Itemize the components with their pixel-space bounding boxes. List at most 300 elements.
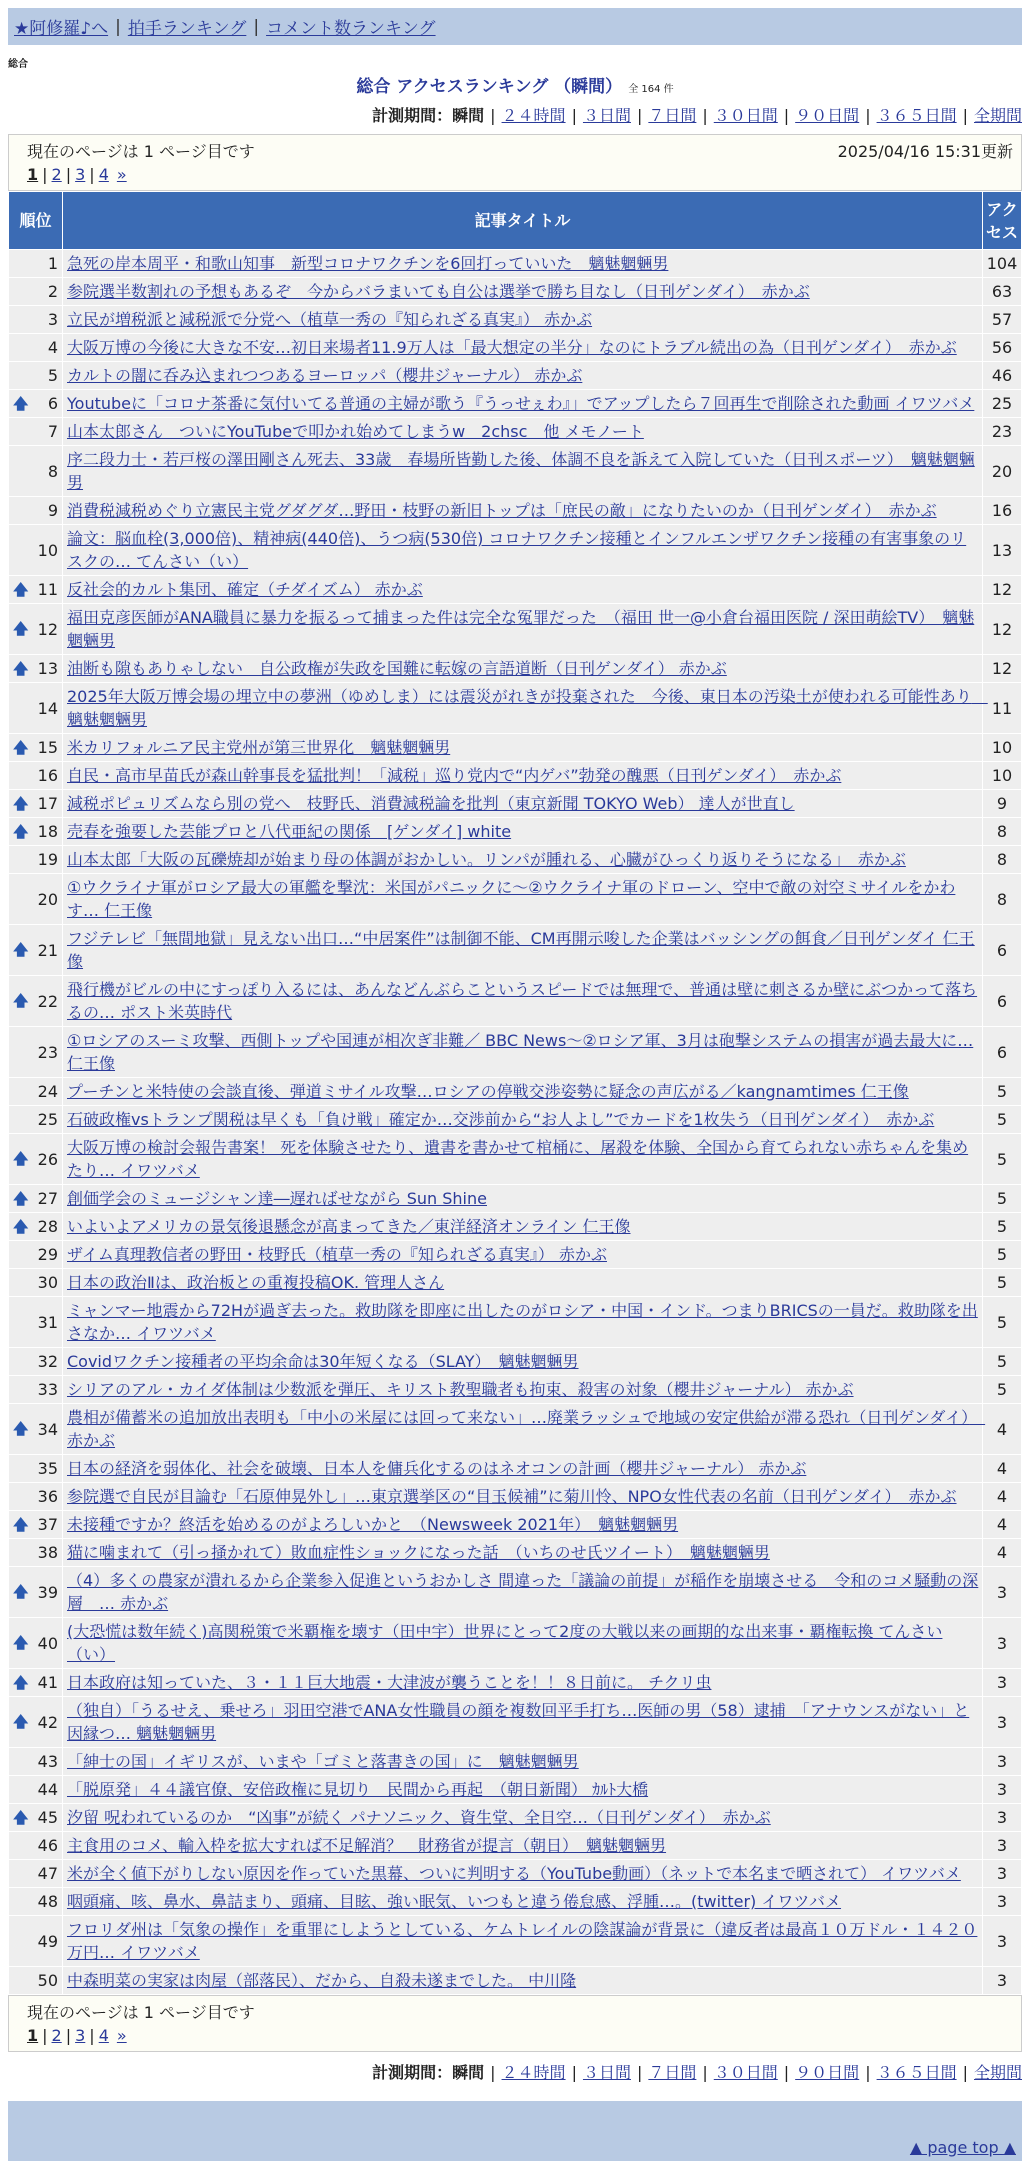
article-title-link[interactable]: 大阪万博の今後に大きな不安…初日来場者11.9万人は「最大想定の半分」なのにトラブル続出の為（日刊ゲンダイ） 赤かぶ xyxy=(67,338,957,357)
article-title-link[interactable]: 減税ポピュリズムなら別の党へ 枝野氏、消費減税論を批判（東京新聞 TOKYO Web） 達人が世直し xyxy=(67,794,795,813)
access-count: 3 xyxy=(983,1860,1022,1888)
title-cell xyxy=(63,418,983,446)
access-count: 9 xyxy=(983,790,1022,818)
article-title-link[interactable]: 山本太郎「大阪の瓦礫焼却が始まり母の体調がおかしい。リンパが腫れる、心臓がひっくり返りそうになる」 赤かぶ xyxy=(67,850,906,869)
period-option-link[interactable]: ３６５日間 xyxy=(876,106,957,125)
title-cell xyxy=(63,1967,983,1995)
rank-number: 14 xyxy=(37,698,58,718)
title-cell xyxy=(63,1027,983,1078)
access-count: 23 xyxy=(983,418,1022,446)
article-title-link[interactable]: 「紳士の国」イギリスが、いまや「ゴミと落書きの国」に 魑魅魍魎男 xyxy=(67,1752,579,1771)
article-title-link[interactable]: 自民・高市早苗氏が森山幹事長を猛批判！「減税」巡り党内で“内ゲバ”勃発の醜悪（日刊ゲンダイ） 赤かぶ xyxy=(67,766,842,785)
article-title-link[interactable]: 参院選半数割れの予想もあるぞ 今からバラまいても自公は選挙で勝ち目なし（日刊ゲンダイ） 赤かぶ xyxy=(67,282,810,301)
title-cell xyxy=(63,1916,983,1967)
access-count: 25 xyxy=(983,390,1022,418)
article-title-link[interactable]: 大阪万博の検討会報告書案！ 死を体験させたり、遺書を書かせて棺桶に、屠殺を体験、全国から育てられない赤ちゃんを集めたり… イワツバメ xyxy=(67,1138,969,1180)
period-separator: | xyxy=(571,106,577,125)
ranking-table xyxy=(8,191,1022,1995)
title-cell xyxy=(63,925,983,976)
rank-cell xyxy=(9,1269,63,1297)
rank-cell xyxy=(9,1567,63,1618)
article-title-link[interactable]: （4）多くの農家が潰れるから企業参入促進というおかしさ 間違った「議論の前提」が稲作を崩壊させる 令和のコメ騒動の深層 … 赤かぶ xyxy=(67,1571,979,1613)
rank-number: 40 xyxy=(37,1633,58,1653)
pager-next-link[interactable]: » xyxy=(116,164,127,184)
period-separator: | xyxy=(962,106,968,125)
pager xyxy=(27,2023,1013,2047)
article-title-link[interactable]: 農相が備蓄米の追加放出表明も「中小の米屋には回って来ない」…廃業ラッシュで地域の安定供給が滞る恐れ（日刊ゲンダイ） 赤かぶ xyxy=(67,1408,986,1450)
pager-page-link[interactable]: 4 xyxy=(98,164,109,184)
article-title-link[interactable]: ミャンマー地震から72Hが過ぎ去った。救助隊を即座に出したのがロシア・中国・インド。つまりBRICSの一員だ。救助隊を出さなか… イワツバメ xyxy=(67,1301,978,1343)
access-count: 8 xyxy=(983,846,1022,874)
period-option-link[interactable]: ３０日間 xyxy=(713,2063,778,2082)
access-count: 4 xyxy=(983,1483,1022,1511)
period-label: 計測期間： xyxy=(372,106,453,125)
title-cell xyxy=(63,762,983,790)
title-cell xyxy=(63,1888,983,1916)
period-separator: | xyxy=(636,2063,643,2082)
title-cell xyxy=(63,1539,983,1567)
article-title-link[interactable]: 主食用のコメ、輸入枠を拡大すれば不足解消？ 財務省が提言（朝日） 魑魅魍魎男 xyxy=(67,1836,667,1855)
access-count: 3 xyxy=(983,1697,1022,1748)
rank-number: 8 xyxy=(47,461,58,481)
access-count: 12 xyxy=(983,655,1022,683)
period-option-link[interactable]: 全期間 xyxy=(973,2063,1022,2082)
nav-home-link[interactable]: ★阿修羅♪へ xyxy=(14,19,109,39)
updated-timestamp: 2025/04/16 15:31更新 xyxy=(837,141,1013,161)
title-cell xyxy=(63,1669,983,1697)
title-cell xyxy=(63,604,983,655)
article-title-link[interactable]: シリアのアル・カイダ体制は少数派を弾圧、キリスト教聖職者も拘束、殺害の対象（櫻井ジャーナル） 赤かぶ xyxy=(67,1380,854,1399)
table-row xyxy=(9,278,1022,306)
pager-separator: | xyxy=(42,164,48,184)
table-row xyxy=(9,683,1022,734)
table-row xyxy=(9,1860,1022,1888)
article-title-link[interactable]: (大恐慌は数年続く)高関税策で米覇権を壊す（田中宇）世界にとって2度の大戦以来の画期的な出来事・覇権転換 てんさい（い） xyxy=(67,1622,943,1664)
rank-cell xyxy=(9,306,63,334)
pager-current: 1 xyxy=(27,2025,39,2045)
access-count: 3 xyxy=(983,1567,1022,1618)
pager-separator: | xyxy=(65,164,72,184)
pager-page-link[interactable]: 4 xyxy=(98,2025,109,2045)
title-cell xyxy=(63,362,983,390)
pager xyxy=(27,162,1013,186)
rank-cell xyxy=(9,1511,63,1539)
title-cell xyxy=(63,525,983,576)
rank-number: 50 xyxy=(37,1971,58,1990)
rank-number: 37 xyxy=(37,1515,58,1534)
pager-next-link[interactable]: » xyxy=(116,2025,127,2045)
table-row xyxy=(9,362,1022,390)
page-top-link[interactable]: ▲ page top ▲ xyxy=(909,2137,1016,2157)
article-title-link[interactable]: ①ロシアのスーミ攻撃、西側トップや国連が相次ぎ非難／ BBC News～②ロシア軍、3月は砲撃システムの損害が過去最大に… 仁王像 xyxy=(67,1031,974,1073)
access-count: 12 xyxy=(983,604,1022,655)
article-title-link[interactable]: フロリダ州は「気象の操作」を重罪にしようとしている、ケムトレイルの陰謀論が背景に（違反者は最高１０万ドル・１４２０万円… イワツバメ xyxy=(67,1920,978,1962)
table-row xyxy=(9,306,1022,334)
rank-cell xyxy=(9,1748,63,1776)
access-count: 3 xyxy=(983,1888,1022,1916)
period-separator: | xyxy=(962,2063,968,2082)
rank-up-arrow-icon: 🡅 xyxy=(13,1673,29,1691)
rank-number: 35 xyxy=(37,1459,58,1478)
period-option-link[interactable]: ３６５日間 xyxy=(876,2063,957,2082)
table-row xyxy=(9,1134,1022,1185)
table-row xyxy=(9,1455,1022,1483)
title-cell xyxy=(63,1348,983,1376)
access-count: 5 xyxy=(983,1078,1022,1106)
rank-cell xyxy=(9,525,63,576)
access-count: 6 xyxy=(983,925,1022,976)
page-info-top xyxy=(8,134,1022,191)
table-row xyxy=(9,1669,1022,1697)
total-count: 全 164 件 xyxy=(628,84,674,95)
rank-number: 4 xyxy=(47,338,58,357)
title-cell xyxy=(63,1185,983,1213)
rank-cell xyxy=(9,1106,63,1134)
period-option-link[interactable]: ７日間 xyxy=(648,2063,697,2082)
rank-cell xyxy=(9,1241,63,1269)
article-title-link[interactable]: フジテレビ「無間地獄」見えない出口…“中居案件”は制御不能、CM再開示唆した企業はバッシングの餌食／日刊ゲンダイ 仁王像 xyxy=(67,929,975,971)
footer-bar-pagetop xyxy=(8,2133,1022,2161)
title-cell xyxy=(63,1455,983,1483)
page-title: 総合 アクセスランキング （瞬間） xyxy=(356,77,623,97)
table-row xyxy=(9,1916,1022,1967)
rank-up-arrow-icon: 🡅 xyxy=(13,580,29,598)
access-count: 20 xyxy=(983,446,1022,497)
table-row xyxy=(9,655,1022,683)
access-count: 5 xyxy=(983,1213,1022,1241)
article-title-link[interactable]: 立民が増税派と減税派で分党へ（植草一秀の『知られざる真実』） 赤かぶ xyxy=(67,310,593,329)
rank-cell xyxy=(9,1804,63,1832)
rank-cell xyxy=(9,1078,63,1106)
rank-number: 31 xyxy=(37,1312,58,1332)
table-row xyxy=(9,762,1022,790)
rank-number: 9 xyxy=(47,501,58,520)
period-selector xyxy=(8,2060,1022,2083)
rank-number: 24 xyxy=(37,1082,58,1101)
table-row xyxy=(9,1967,1022,1995)
rank-number: 19 xyxy=(37,850,58,869)
article-title-link[interactable]: （独自）「うるせえ、乗せろ」羽田空港でANA女性職員の顔を複数回平手打ち…医師の男（58）逮捕 「アナウンスがない」と因縁つ… 魑魅魍魎男 xyxy=(67,1701,970,1743)
table-row xyxy=(9,1297,1022,1348)
rank-cell xyxy=(9,1348,63,1376)
article-title-link[interactable]: 猫に噛まれて（引っ掻かれて）敗血症性ショックになった話 （いちのせ氏ツイート） 魑魅魍魎男 xyxy=(67,1543,770,1562)
title-cell xyxy=(63,1832,983,1860)
period-option-link[interactable]: ７日間 xyxy=(648,106,697,125)
nav-applause-ranking-link[interactable]: 拍手ランキング xyxy=(127,19,247,39)
article-title-link[interactable]: 反社会的カルト集団、確定（チダイズム） 赤かぶ xyxy=(67,580,423,599)
rank-cell xyxy=(9,576,63,604)
access-count: 4 xyxy=(983,1539,1022,1567)
top-nav-bar xyxy=(8,8,1022,45)
rank-number: 27 xyxy=(37,1189,58,1208)
rank-number: 42 xyxy=(37,1712,58,1732)
rank-number: 33 xyxy=(37,1380,58,1399)
access-count: 4 xyxy=(983,1404,1022,1455)
table-row xyxy=(9,1697,1022,1748)
title-cell xyxy=(63,655,983,683)
rank-number: 12 xyxy=(37,619,58,639)
title-cell xyxy=(63,1618,983,1669)
column-header-access: アクセス xyxy=(983,192,1022,250)
table-row xyxy=(9,976,1022,1027)
title-cell xyxy=(63,874,983,925)
article-title-link[interactable]: いよいよアメリカの景気後退懸念が高まってきた／東洋経済オンライン 仁王像 xyxy=(67,1217,631,1236)
article-title-link[interactable]: 未接種ですか？終活を始めるのがよろしいかと （Newsweek 2021年） 魑魅魍魎男 xyxy=(67,1515,679,1534)
rank-number: 36 xyxy=(37,1487,58,1506)
nav-separator: | xyxy=(253,16,260,37)
rank-cell xyxy=(9,1455,63,1483)
rank-number: 44 xyxy=(37,1780,58,1799)
article-title-link[interactable]: ザイム真理教信者の野田・枝野氏（植草一秀の『知られざる真実』） 赤かぶ xyxy=(67,1245,607,1264)
rank-cell xyxy=(9,655,63,683)
article-title-link[interactable]: 急死の岸本周平・和歌山知事 新型コロナワクチンを6回打っていいた 魑魅魍魎男 xyxy=(67,254,669,273)
article-title-link[interactable]: 咽頭痛、咳、鼻水、鼻詰まり、頭痛、目眩、強い眠気、いつもと違う倦怠感、浮腫…。(twitter) イワツバメ xyxy=(67,1892,842,1911)
rank-up-arrow-icon: 🡅 xyxy=(13,1189,29,1207)
article-title-link[interactable]: 参院選で自民が目論む「石原伸晃外し」…東京選挙区の“目玉候補”に菊川怜、NPO女性代表の名前（日刊ゲンダイ） 赤かぶ xyxy=(67,1487,957,1506)
rank-cell xyxy=(9,1027,63,1078)
rank-cell xyxy=(9,446,63,497)
period-option-link[interactable]: ３０日間 xyxy=(713,106,778,125)
period-option-link[interactable]: ２４時間 xyxy=(501,106,566,125)
rank-cell xyxy=(9,683,63,734)
period-option-link[interactable]: ９０日間 xyxy=(795,106,860,125)
rank-cell xyxy=(9,390,63,418)
access-count: 3 xyxy=(983,1776,1022,1804)
table-row xyxy=(9,390,1022,418)
rank-cell xyxy=(9,497,63,525)
rank-cell xyxy=(9,1404,63,1455)
rank-number: 5 xyxy=(47,366,58,385)
rank-up-arrow-icon: 🡅 xyxy=(13,1582,29,1601)
pager-separator: | xyxy=(89,2025,95,2045)
article-title-link[interactable]: 日本政府は知っていた、３・１１巨大地震・大津波が襲うことを！！８日前に。 チクリ虫 xyxy=(67,1673,712,1692)
access-count: 6 xyxy=(983,976,1022,1027)
rank-number: 30 xyxy=(37,1273,58,1292)
title-cell xyxy=(63,390,983,418)
title-cell xyxy=(63,334,983,362)
title-cell xyxy=(63,734,983,762)
rank-cell xyxy=(9,1185,63,1213)
title-cell xyxy=(63,1269,983,1297)
rank-cell xyxy=(9,1376,63,1404)
article-title-link[interactable]: 日本の政治Ⅱは、政治板との重複投稿OK. 管理人さん xyxy=(67,1273,445,1292)
article-title-link[interactable]: 米カリフォルニア民主党州が第三世界化 魑魅魍魎男 xyxy=(67,738,451,757)
title-cell xyxy=(63,1213,983,1241)
rank-up-arrow-icon: 🡅 xyxy=(13,394,29,412)
rank-cell xyxy=(9,1297,63,1348)
rank-cell xyxy=(9,1483,63,1511)
article-title-link[interactable]: 論文：脳血栓(3,000倍)、精神病(440倍)、うつ病(530倍) コロナワクチン接種とインフルエンザワクチン接種の有害事象のリスクの… てんさい（い） xyxy=(67,529,967,571)
article-title-link[interactable]: カルトの闇に呑み込まれつつあるヨーロッパ（櫻井ジャーナル） 赤かぶ xyxy=(67,366,583,385)
rank-number: 22 xyxy=(37,991,58,1011)
rank-up-arrow-icon: 🡅 xyxy=(13,1633,29,1652)
table-row xyxy=(9,1618,1022,1669)
table-row xyxy=(9,1027,1022,1078)
article-title-link[interactable]: 2025年大阪万博会場の埋立中の夢洲（ゆめしま）には震災がれきが投棄された 今後、東日本の汚染土が使われる可能性あり 魑魅魍魎男 xyxy=(67,687,988,729)
title-cell xyxy=(63,1860,983,1888)
table-row xyxy=(9,1078,1022,1106)
nav-separator: | xyxy=(115,16,121,37)
article-title-link[interactable]: 石破政権vsトランプ関税は早くも「負け戦」確定か…交渉前から“お人よし”でカードを1枚失う（日刊ゲンダイ） 赤かぶ xyxy=(67,1110,935,1129)
page-info-bottom xyxy=(8,1995,1022,2052)
article-title-link[interactable]: 日本の経済を弱体化、社会を破壊、日本人を傭兵化するのはネオコンの計画（櫻井ジャーナル） 赤かぶ xyxy=(67,1459,807,1478)
article-title-link[interactable]: 汐留 呪われているのか “凶事”が続く パナソニック、資生堂、全日空…（日刊ゲンダイ） 赤かぶ xyxy=(67,1808,771,1827)
period-label: 計測期間： xyxy=(372,2063,453,2082)
rank-number: 47 xyxy=(37,1864,58,1883)
table-row xyxy=(9,446,1022,497)
article-title-link[interactable]: 飛行機がビルの中にすっぽり入るには、あんなどんぶらこというスピードでは無理で、普通は壁に刺さるか壁にぶつかって落ちるの… ポスト米英時代 xyxy=(67,980,978,1022)
rank-cell xyxy=(9,604,63,655)
section-label: 総合 xyxy=(8,59,28,70)
rank-number: 20 xyxy=(37,889,58,909)
access-count: 3 xyxy=(983,1804,1022,1832)
title-cell xyxy=(63,497,983,525)
access-count: 56 xyxy=(983,334,1022,362)
rank-up-arrow-icon: 🡅 xyxy=(13,619,29,638)
rank-number: 13 xyxy=(37,659,58,678)
period-current: 瞬間 xyxy=(452,2063,485,2082)
rank-number: 16 xyxy=(37,766,58,785)
pager-page-link[interactable]: 3 xyxy=(75,2025,86,2045)
period-separator: | xyxy=(865,2063,871,2082)
rank-cell xyxy=(9,1539,63,1567)
table-row xyxy=(9,497,1022,525)
period-separator: | xyxy=(702,2063,708,2082)
access-count: 5 xyxy=(983,1134,1022,1185)
article-title-link[interactable]: Youtubeに「コロナ茶番に気付いてる普通の主婦が歌う『うっせぇわ』」でアップしたら７回再生で削除された動画 イワツバメ xyxy=(67,394,975,413)
access-count: 57 xyxy=(983,306,1022,334)
access-count: 4 xyxy=(983,1455,1022,1483)
rank-cell xyxy=(9,1213,63,1241)
access-count: 104 xyxy=(983,250,1022,278)
access-count: 5 xyxy=(983,1297,1022,1348)
period-separator: | xyxy=(702,106,708,125)
article-title-link[interactable]: Covidワクチン接種者の平均余命は30年短くなる（SLAY） 魑魅魍魎男 xyxy=(67,1352,579,1371)
rank-number: 43 xyxy=(37,1752,58,1771)
article-title-link[interactable]: プーチンと米特使の会談直後、弾道ミサイル攻撃…ロシアの停戦交渉姿勢に疑念の声広がる／kangnamtimes 仁王像 xyxy=(67,1082,909,1101)
rank-number: 38 xyxy=(37,1543,58,1562)
rank-number: 6 xyxy=(47,394,58,413)
table-row xyxy=(9,525,1022,576)
pager-page-link[interactable]: 3 xyxy=(75,164,86,184)
page-status: 現在のページは 1 ページ目です xyxy=(27,141,255,161)
access-count: 5 xyxy=(983,1185,1022,1213)
article-title-link[interactable]: 売春を強要した芸能プロと八代亜紀の関係 [ゲンダイ] white xyxy=(67,822,512,841)
rank-cell xyxy=(9,874,63,925)
rank-up-arrow-icon: 🡅 xyxy=(13,1712,29,1731)
title-cell xyxy=(63,1106,983,1134)
page-status: 現在のページは 1 ページ目です xyxy=(27,2002,255,2022)
title-cell xyxy=(63,576,983,604)
article-title-link[interactable]: 山本太郎さん ついにYouTubeで叩かれ始めてしまうw 2chsc 他 メモノート xyxy=(67,422,644,441)
table-row xyxy=(9,334,1022,362)
table-row xyxy=(9,734,1022,762)
access-count: 3 xyxy=(983,1967,1022,1995)
title-cell xyxy=(63,976,983,1027)
rank-up-arrow-icon: 🡅 xyxy=(13,991,29,1010)
footer-bar xyxy=(8,2101,1022,2133)
rank-cell xyxy=(9,418,63,446)
rank-number: 46 xyxy=(37,1836,58,1855)
rank-number: 41 xyxy=(37,1673,58,1692)
table-row xyxy=(9,1348,1022,1376)
title-cell xyxy=(63,1404,986,1455)
period-separator: | xyxy=(636,106,643,125)
table-row xyxy=(9,874,1022,925)
rank-cell xyxy=(9,1832,63,1860)
table-header-row xyxy=(9,192,1022,250)
rank-cell xyxy=(9,976,63,1027)
pager-current: 1 xyxy=(27,164,39,184)
access-count: 8 xyxy=(983,874,1022,925)
rank-cell xyxy=(9,1888,63,1916)
article-title-link[interactable]: 油断も隙もありゃしない 自公政権が失政を国難に転嫁の言語道断（日刊ゲンダイ） 赤かぶ xyxy=(67,659,727,678)
article-title-link[interactable]: 序二段力士・若戸桜の澤田剛さん死去、33歳 春場所皆勤した後、体調不良を訴えて入院していた（日刊スポーツ） 魑魅魍魎男 xyxy=(67,450,975,492)
period-option-link[interactable]: ９０日間 xyxy=(795,2063,860,2082)
rank-up-arrow-icon: 🡅 xyxy=(13,1419,29,1438)
period-selector xyxy=(8,103,1022,126)
rank-number: 32 xyxy=(37,1352,58,1371)
article-title-link[interactable]: 福田克彦医師がANA職員に暴力を振るって捕まった件は完全な冤罪だった （福田 世一@小倉台福田医院 / 深田萌絵TV） 魑魅魍魎男 xyxy=(67,608,975,650)
rank-number: 21 xyxy=(37,940,58,960)
title-cell xyxy=(63,1483,983,1511)
article-title-link[interactable]: 創価学会のミュージシャン達―遅ればせながら Sun Shine xyxy=(67,1189,487,1208)
period-separator: | xyxy=(783,106,790,125)
rank-cell xyxy=(9,1916,63,1967)
article-title-link[interactable]: 「脱原発」４４議官僚、安倍政権に見切り 民間から再起 （朝日新聞） ｶﾙﾄ大橋 xyxy=(67,1780,649,1799)
article-title-link[interactable]: 消費税減税めぐり立憲民主党グダグダ…野田・枝野の新旧トップは「庶民の敵」になりたいのか（日刊ゲンダイ） 赤かぶ xyxy=(67,501,937,520)
rank-cell xyxy=(9,1860,63,1888)
rank-number: 18 xyxy=(37,822,58,841)
rank-up-arrow-icon: 🡅 xyxy=(13,738,29,756)
rank-cell xyxy=(9,925,63,976)
rank-number: 45 xyxy=(37,1808,58,1827)
period-option-link[interactable]: ２４時間 xyxy=(501,2063,566,2082)
rank-number: 17 xyxy=(37,794,58,813)
article-title-link[interactable]: 中森明菜の実家は肉屋（部落民）、だから、自殺未遂までした。 中川隆 xyxy=(67,1971,577,1990)
column-header-rank: 順位 xyxy=(9,192,63,250)
rank-number: 25 xyxy=(37,1110,58,1129)
rank-cell xyxy=(9,362,63,390)
nav-comment-ranking-link[interactable]: コメント数ランキング xyxy=(266,19,436,39)
pager-page-link[interactable]: 2 xyxy=(51,2025,62,2045)
access-count: 3 xyxy=(983,1669,1022,1697)
period-option-link[interactable]: 全期間 xyxy=(973,106,1022,125)
title-cell xyxy=(63,446,983,497)
table-row xyxy=(9,418,1022,446)
rank-up-arrow-icon: 🡅 xyxy=(13,1217,29,1235)
article-title-link[interactable]: ①ウクライナ軍がロシア最大の軍艦を撃沈：米国がパニックに～②ウクライナ軍のドローン、空中で敵の対空ミサイルをかわす… 仁王像 xyxy=(67,878,956,920)
rank-up-arrow-icon: 🡅 xyxy=(13,659,29,677)
article-title-link[interactable]: 米が全く値下がりしない原因を作っていた黒幕、ついに判明する（YouTube動画）（ネットで本名まで晒されて） イワツバメ xyxy=(67,1864,961,1883)
rank-cell xyxy=(9,1618,63,1669)
period-option-link[interactable]: ３日間 xyxy=(582,2063,631,2082)
rank-cell xyxy=(9,1669,63,1697)
access-count: 3 xyxy=(983,1748,1022,1776)
table-row xyxy=(9,604,1022,655)
period-current: 瞬間 xyxy=(452,106,485,125)
table-row xyxy=(9,846,1022,874)
rank-cell xyxy=(9,762,63,790)
access-count: 13 xyxy=(983,525,1022,576)
period-separator: | xyxy=(865,106,871,125)
access-count: 4 xyxy=(983,1511,1022,1539)
period-separator: | xyxy=(571,2063,577,2082)
access-count: 46 xyxy=(983,362,1022,390)
pager-page-link[interactable]: 2 xyxy=(51,164,62,184)
period-option-link[interactable]: ３日間 xyxy=(582,106,631,125)
period-separator: | xyxy=(783,2063,790,2082)
